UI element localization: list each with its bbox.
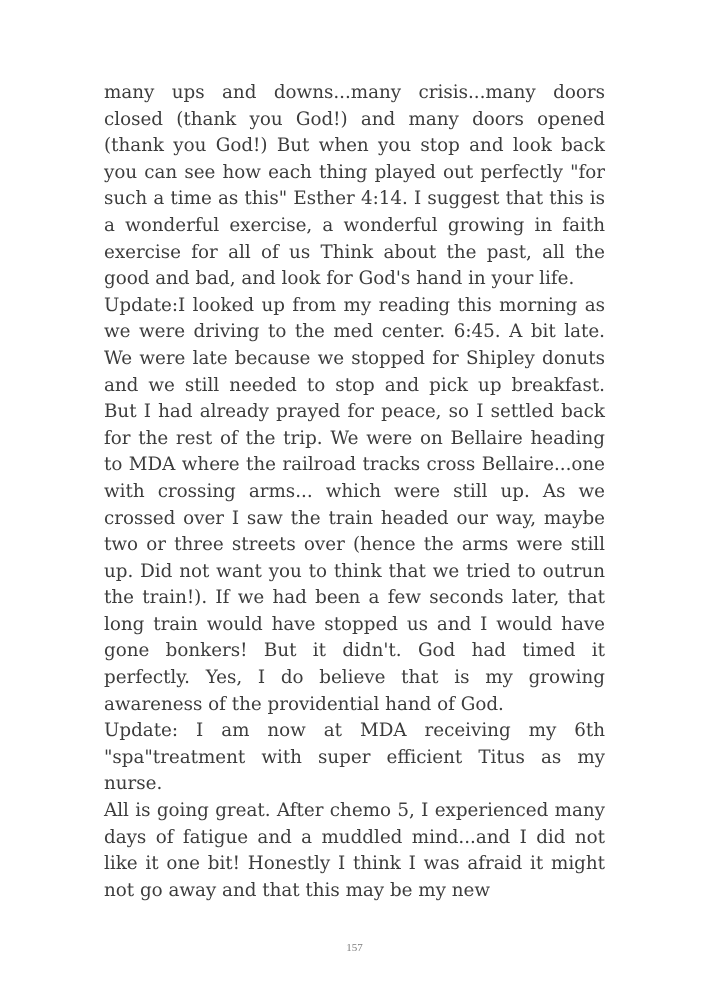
paragraph-1: many ups and downs...many crisis...many doors closed (thank you God!) and many doors opened (thank you God!) But when you stop and look back you can see how each thing played out perfectly "for such a time as this" Esther 4:14. I suggest that this is a wonderful exercise, a wonderful growing in faith exercise for all of us Think about the past, all the good and bad, and look for God's hand in your life. [104, 82, 605, 290]
paragraph-3: Update: I am now at MDA receiving my 6th "spa"treatment with super efficient Titus as my nurse. [104, 720, 605, 795]
paragraph-4: All is going great. After chemo 5, I experienced many days of fatigue and a muddled mind...and I did not like it one bit! Honestly I think I was afraid it might not go away and that this may be my new [104, 800, 605, 901]
page-number: 157 [346, 942, 363, 954]
paragraph-2: Update:I looked up from my reading this morning as we were driving to the med center. 6:45. A bit late. We were late because we stopped for Shipley donuts and we still needed to stop and pick up breakfast. But I had already prayed for peace, so I settled back for the rest of the trip. We were on Bellaire heading to MDA where the railroad tracks cross Bellaire...one with crossing arms... which were still up. As we crossed over I saw the train headed our way, maybe two or three streets over (hence the arms were still up. Did not want you to think that we tried to outrun the train!). If we had been a few seconds later, that long train would have stopped us and I would have gone bonkers! But it didn't. God had timed it perfectly. Yes, I do believe that is my growing awareness of the providential hand of God. [104, 294, 605, 715]
body-text [104, 80, 605, 904]
